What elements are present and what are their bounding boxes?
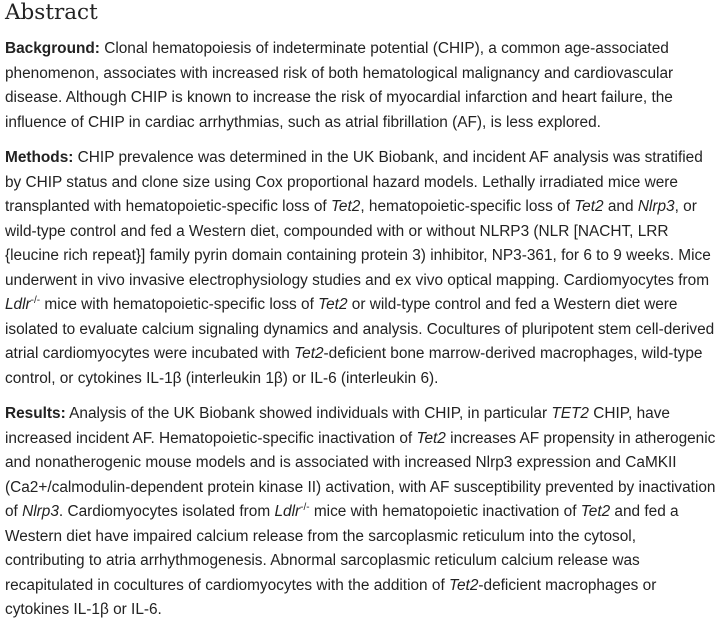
gene-name: Tet2 bbox=[580, 503, 611, 520]
methods-text: and bbox=[603, 198, 638, 215]
methods-text: -deficient bone marrow-derived macrophages, wild-type control, or cytokines IL-1β (interleukin 1β) or IL-6 (interleukin 6). bbox=[5, 345, 703, 387]
gene-name: Ldlr bbox=[274, 503, 301, 520]
gene-name: Ldlr bbox=[5, 296, 31, 313]
gene-name: Tet2 bbox=[294, 345, 324, 362]
results-text: . Cardiomyocytes isolated from bbox=[58, 503, 275, 520]
gene-name: Nlrp3 bbox=[637, 198, 675, 215]
genotype-superscript: -/- bbox=[300, 502, 310, 513]
gene-name: Tet2 bbox=[449, 576, 479, 594]
background-text: Clonal hematopoiesis of indeterminate potential (CHIP), a common age-associated phenomenon, associates with increased risk of both hematological malignancy and cardiovascular disease. Although CHIP is known to increase the risk of myocardial infarction and heart failure, the influence of CHIP in cardiac arrhythmias, such as atrial fibrillation (AF), is less explored. bbox=[5, 40, 674, 131]
background-label: Background: bbox=[5, 40, 100, 57]
methods-paragraph bbox=[5, 146, 719, 391]
methods-text: or wild-type control and fed a Western diet were isolated to evaluate calcium signaling dynamics and analysis. Cocultures of pluripotent stem cell-derived atrial cardiomyocytes were incubated with bbox=[5, 296, 715, 362]
results-text: increases AF propensity in atherogenic and nonatherogenic mouse models and is associated with increased Nlrp3 expression and CaMKII (Ca2+/calmodulin-dependent protein kinase II) activation, with AF susceptibility prevented by inactivation of bbox=[5, 429, 716, 520]
methods-text: , hematopoietic-specific loss of bbox=[360, 198, 575, 215]
methods-label: Methods: bbox=[5, 149, 74, 166]
results-label: Results: bbox=[5, 405, 66, 422]
gene-name: Nlrp3 bbox=[22, 503, 59, 520]
methods-text: CHIP prevalence was determined in the UK Biobank, and incident AF analysis was stratified by CHIP status and clone size using Cox proportional hazard models. Lethally irradiated mice were transplanted with hematopoietic-specific loss of bbox=[5, 149, 703, 215]
gene-name: TET2 bbox=[551, 405, 589, 422]
results-text: -deficient macrophages or cytokines IL-1β or IL-6. bbox=[5, 576, 657, 618]
methods-text: , or wild-type control and fed a Western diet, compounded with or without NLRP3 (NLR [NACHT, LRR {leucine rich repeat}] family pyrin domain containing protein 3) inhibitor, NP3-361, for 6 to 9 weeks. Mice underwent in vivo invasive electrophysiology studies and ex vivo optical mapping. Cardiomyocytes from bbox=[5, 198, 711, 289]
gene-name: Tet2 bbox=[574, 198, 604, 215]
abstract-heading: Abstract bbox=[5, 0, 98, 25]
background-paragraph bbox=[5, 37, 719, 135]
genotype-superscript: -/- bbox=[30, 295, 41, 306]
gene-name: Tet2 bbox=[318, 296, 348, 313]
results-text: mice with hematopoietic inactivation of bbox=[309, 503, 581, 520]
results-text: and fed a Western diet have impaired calcium release from the sarcoplasmic reticulum into the cytosol, contributing to atria arrhythmogenesis. Abnormal sarcoplasmic reticulum calcium release was recapitulated in cocultures of cardiomyocytes with the addition of bbox=[5, 503, 679, 594]
methods-text: mice with hematopoietic-specific loss of bbox=[40, 296, 319, 313]
results-paragraph bbox=[5, 402, 719, 623]
gene-name: Tet2 bbox=[416, 429, 446, 447]
results-text: Analysis of the UK Biobank showed individuals with CHIP, in particular bbox=[65, 405, 552, 422]
results-text: CHIP, have increased incident AF. Hematopoietic-specific inactivation of bbox=[5, 405, 670, 447]
gene-name: Tet2 bbox=[330, 198, 361, 215]
